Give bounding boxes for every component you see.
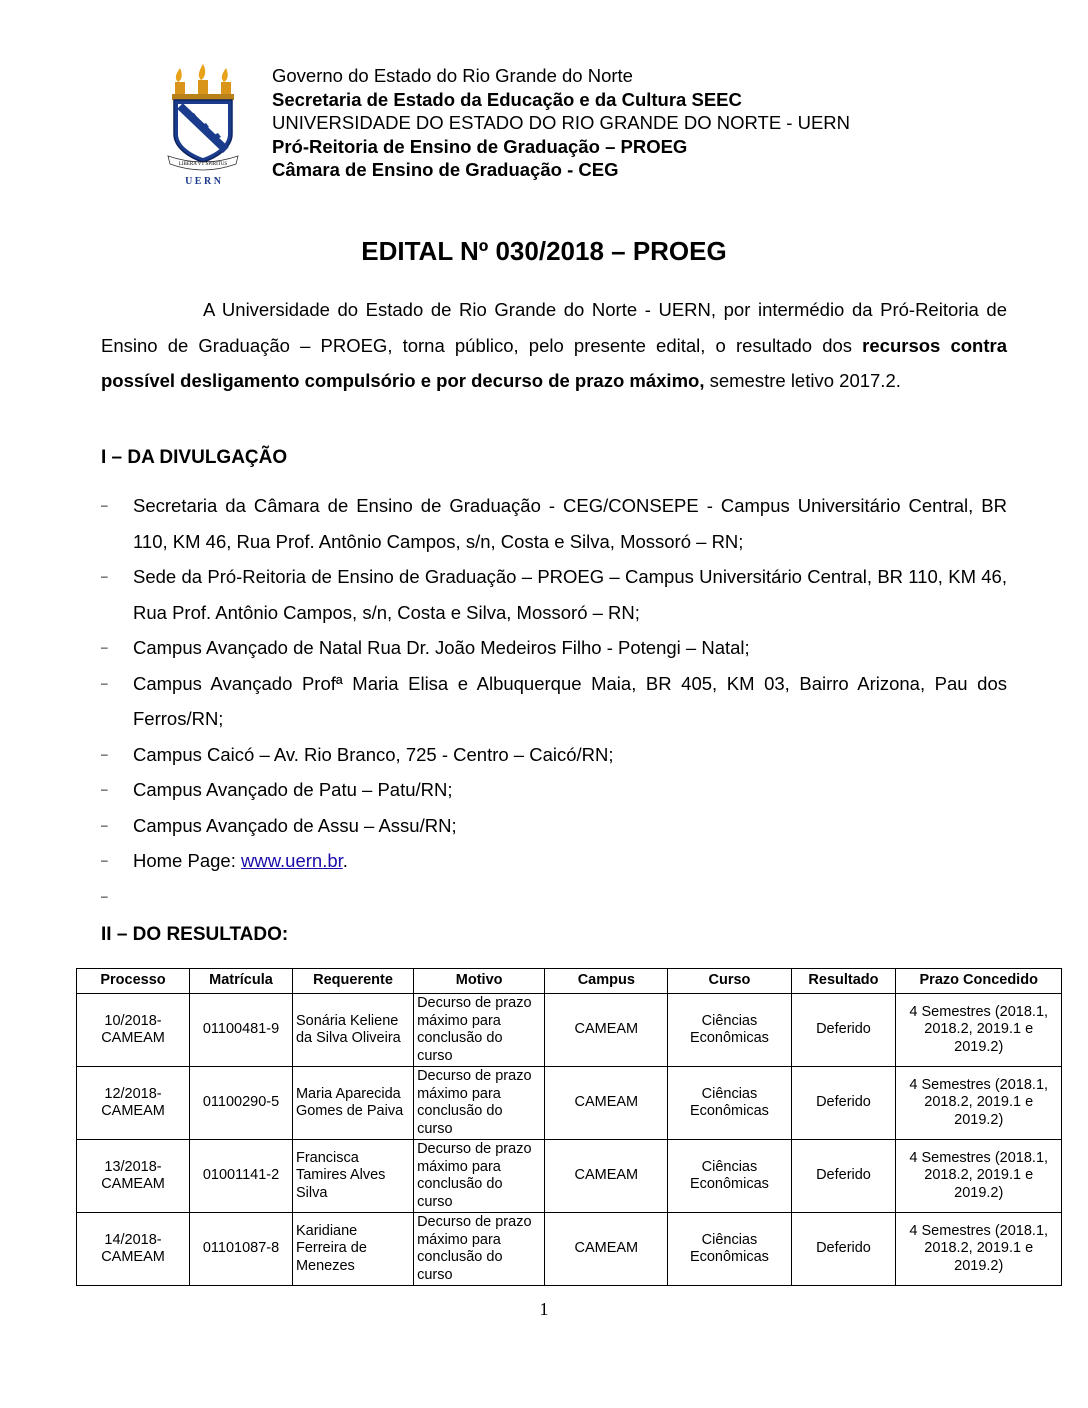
table-row (77, 994, 1062, 1067)
cell-motivo: Decurso de prazo máximo para conclusão do curso (414, 994, 545, 1067)
dash-bullet: – (101, 888, 108, 903)
cell-processo: 13/2018-CAMEAM (77, 1140, 190, 1213)
cell-prazo: 4 Semestres (2018.1, 2018.2, 2019.1 e 2019.2) (896, 1213, 1062, 1286)
list-item (101, 630, 1007, 666)
intro-paragraph (101, 292, 1007, 399)
cell-requerente: Maria Aparecida Gomes de Paiva (292, 1067, 413, 1140)
dash-bullet: – (101, 640, 108, 654)
homepage-link[interactable]: www.uern.br (240, 850, 343, 871)
homepage-prefix: Home Page: (133, 850, 241, 871)
cell-motivo: Decurso de prazo máximo para conclusão do curso (414, 1140, 545, 1213)
list-item-text: Campus Avançado de Natal Rua Dr. João Medeiros Filho - Potengi – Natal; (133, 637, 750, 658)
column-header: Prazo Concedido (896, 969, 1062, 994)
cell-requerente: Francisca Tamires Alves Silva (292, 1140, 413, 1213)
dash-bullet: – (101, 853, 108, 867)
document-title: EDITAL Nº 030/2018 – PROEG (361, 236, 727, 266)
logo-motto: LIBERA VT SPIRITUS (178, 162, 228, 167)
torch-flames-icon (172, 64, 234, 100)
list-item (101, 666, 1007, 737)
homepage-suffix: . (342, 850, 348, 871)
cell-matricula: 01100481-9 (190, 994, 293, 1067)
column-header: Motivo (414, 969, 545, 994)
list-item-text: Campus Caicó – Av. Rio Branco, 725 - Centro – Caicó/RN; (133, 743, 614, 765)
list-item-homepage (101, 843, 1007, 879)
intro-text-1: A Universidade do Estado de Rio Grande do Norte - UERN, por intermédio da Pró-Reitoria de Ensino de Graduação – PROEG, torna público, pelo presente edital, o resultado dos (101, 299, 1007, 356)
cell-matricula: 01101087-8 (190, 1213, 293, 1286)
table-row (77, 1067, 1062, 1140)
cell-matricula: 01001141-2 (190, 1140, 293, 1213)
cell-motivo: Decurso de prazo máximo para conclusão do curso (414, 1067, 545, 1140)
column-header: Resultado (791, 969, 896, 994)
institution-header (272, 64, 992, 182)
cell-curso: Ciências Econômicas (668, 1140, 791, 1213)
table-row (77, 1140, 1062, 1213)
cell-processo: 10/2018-CAMEAM (77, 994, 190, 1067)
list-item-text: Campus Avançado de Assu – Assu/RN; (133, 814, 457, 836)
cell-processo: 12/2018-CAMEAM (77, 1067, 190, 1140)
header-line-government: Governo do Estado do Rio Grande do Norte (272, 65, 633, 86)
cell-matricula: 01100290-5 (190, 1067, 293, 1140)
cell-resultado: Deferido (791, 1213, 896, 1286)
column-header: Matrícula (190, 969, 293, 994)
cell-resultado: Deferido (791, 1140, 896, 1213)
list-item-empty (101, 879, 1007, 915)
dash-bullet: – (101, 675, 108, 690)
list-item (101, 559, 1007, 630)
cell-curso: Ciências Econômicas (668, 1067, 791, 1140)
cell-prazo: 4 Semestres (2018.1, 2018.2, 2019.1 e 2019.2) (896, 1140, 1062, 1213)
column-header: Requerente (292, 969, 413, 994)
header-line-ceg: Câmara de Ensino de Graduação - CEG (272, 159, 619, 180)
section-divulgacao-title: I – DA DIVULGAÇÃO (101, 447, 288, 468)
header-line-secretaria: Secretaria de Estado da Educação e da Cultura SEEC (272, 88, 742, 110)
header-line-university: UNIVERSIDADE DO ESTADO DO RIO GRANDE DO NORTE - UERN (272, 112, 851, 133)
dash-bullet: – (101, 746, 108, 761)
cell-resultado: Deferido (791, 1067, 896, 1140)
divulgacao-list (101, 488, 1007, 914)
dash-bullet: – (101, 498, 108, 512)
cell-campus: CAMEAM (545, 1140, 668, 1213)
results-table (76, 968, 1062, 1286)
column-header: Processo (77, 969, 190, 994)
dash-bullet: – (101, 782, 108, 796)
page-number: 1 (539, 1299, 549, 1319)
cell-resultado: Deferido (791, 994, 896, 1067)
column-header: Curso (668, 969, 791, 994)
column-header: Campus (545, 969, 668, 994)
list-item (101, 772, 1007, 808)
list-item (101, 737, 1007, 773)
dash-bullet: – (101, 569, 108, 583)
list-item-text: Secretaria da Câmara de Ensino de Graduação - CEG/CONSEPE - Campus Universitário Central, BR 110, KM 46, Rua Prof. Antônio Campos, s/n, Costa e Silva, Mossoró – RN; (133, 495, 1007, 552)
intro-bold-text: recursos contra possível desligamento compulsório e por decurso de prazo máximo, (101, 334, 1008, 391)
intro-text-2: semestre letivo 2017.2. (704, 370, 901, 391)
list-item-text: Sede da Pró-Reitoria de Ensino de Graduação – PROEG – Campus Universitário Central, BR 110, KM 46, Rua Prof. Antônio Campos, s/n, Costa e Silva, Mossoró – RN; (133, 566, 1007, 623)
cell-curso: Ciências Econômicas (668, 1213, 791, 1286)
cell-requerente: Karidiane Ferreira de Menezes (292, 1213, 413, 1286)
section-resultado-title: II – DO RESULTADO: (101, 924, 289, 945)
cell-prazo: 4 Semestres (2018.1, 2018.2, 2019.1 e 2019.2) (896, 1067, 1062, 1140)
list-item (101, 808, 1007, 844)
header-line-proeg: Pró-Reitoria de Ensino de Graduação – PROEG (272, 135, 688, 157)
cell-campus: CAMEAM (545, 1067, 668, 1140)
table-header-row (77, 969, 1062, 994)
dash-bullet: – (101, 817, 108, 832)
cell-campus: CAMEAM (545, 1213, 668, 1286)
uern-logo (166, 64, 240, 188)
cell-curso: Ciências Econômicas (668, 994, 791, 1067)
list-item (101, 488, 1007, 559)
logo-text: U E R N (185, 176, 221, 187)
table-row (77, 1213, 1062, 1286)
list-item-text: Campus Avançado de Patu – Patu/RN; (133, 779, 453, 800)
cell-campus: CAMEAM (545, 994, 668, 1067)
cell-requerente: Sonária Keliene da Silva Oliveira (292, 994, 413, 1067)
cell-processo: 14/2018-CAMEAM (77, 1213, 190, 1286)
cell-prazo: 4 Semestres (2018.1, 2018.2, 2019.1 e 2019.2) (896, 994, 1062, 1067)
cell-motivo: Decurso de prazo máximo para conclusão do curso (414, 1213, 545, 1286)
list-item-text: Campus Avançado Profª Maria Elisa e Albuquerque Maia, BR 405, KM 03, Bairro Arizona, Pau dos Ferros/RN; (133, 672, 1007, 729)
